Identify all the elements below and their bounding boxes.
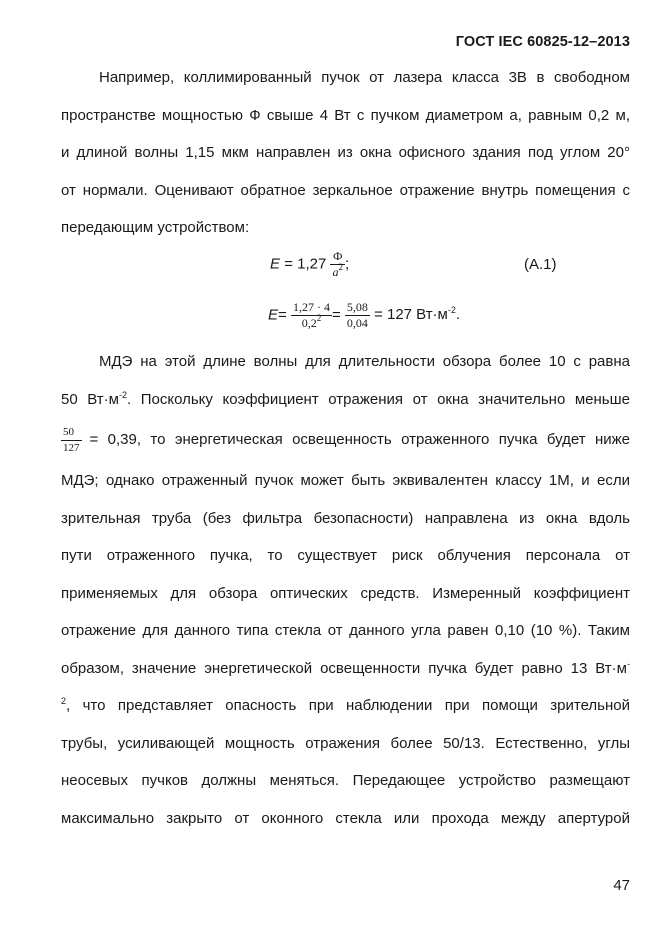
formula-lhs: E (270, 255, 281, 273)
formula-fraction-1 (291, 300, 332, 331)
equals-sign: = (331, 306, 341, 324)
text-line: применяемых для обзора оптических средств. Измеренный коэффициент (61, 584, 630, 602)
fraction-numerator: 5,08 (346, 300, 368, 314)
equals-sign: = (278, 306, 287, 324)
formula-result: = 127 $Вт\cdot м^{-2}$. (374, 305, 461, 324)
standard-header: ГОСТ IEC 60825-12–2013 (455, 34, 630, 50)
text-line: МДЭ; однако отраженный пучок может быть эквивалентен классу 1М, и если (61, 472, 630, 489)
text-line: максимально закрыто от оконного стекла или прохода между апертурой (61, 809, 630, 827)
text-line: пространстве мощностью Ф свыше 4 Вт с пучком диаметром а, равным 0,2 м, (61, 106, 630, 124)
text-line: пути отраженного пучка, то существует риск облучения персонала от (61, 547, 630, 564)
formula-fraction-2 (345, 300, 370, 331)
fraction-denominator: $0,2^2$ (301, 313, 322, 330)
text-line: трубы, усиливающей мощность отражения более 50/13. Естественно, углы (61, 734, 630, 752)
formula-fraction (330, 249, 345, 280)
inline-fraction: $\frac{50}{127}$ (63, 425, 80, 454)
text-line: отражение для данного типа стекла от данного угла равен 0,10 (10 %). Таким (61, 622, 630, 639)
formula-lhs: E (268, 306, 279, 324)
text-line: неосевых пучков должны меняться. Передающее устройство размещают (61, 772, 630, 789)
text-line: от нормали. Оценивают обратное зеркальное отражение внутрь помещения с (61, 181, 630, 199)
fraction-denominator: 0,04 (346, 316, 368, 330)
fraction-denominator: $a^2$ (332, 262, 343, 279)
fraction-numerator: Ф (330, 249, 345, 265)
text-line: $\frac{50}{127}$ = 0,39, то энергетическая освещенность отраженного пучка будет ниже (63, 425, 630, 454)
text-line: образом, значение энергетической освещенности пучка будет равно 13 Вт·м- (61, 658, 630, 677)
formula-calculation (268, 300, 460, 331)
page-number: 47 (613, 877, 630, 894)
text-line: МДЭ на этой длине волны для длительности обзора более 10 с равна (99, 353, 630, 370)
formula-coefficient: = 1,27 (284, 255, 327, 273)
fraction-numerator: 1,27 · 4 (292, 300, 330, 314)
formula-tail: ; (344, 255, 350, 273)
text-line: 50 $Вт\cdot м^{-2}$. Поскольку коэффициент отражения от окна значительно меньше (61, 389, 630, 408)
paragraph-example (61, 59, 630, 247)
formula-a1 (270, 249, 349, 280)
text-line: и длиной волны 1,15 мкм направлен из окна офисного здания под углом 20° (61, 144, 630, 161)
text-line: передающим устройством: (61, 219, 250, 236)
equation-number: (А.1) (524, 256, 557, 273)
text-line: Например, коллимированный пучок от лазера класса 3В в свободном (99, 69, 630, 86)
text-line: $^2$, что представляет опасность при наблюдении при помощи зрительной (61, 696, 630, 714)
text-line: зрительная труба (без фильтра безопасности) направлена из окна вдоль (61, 509, 630, 527)
paragraph-mpe (61, 343, 630, 837)
